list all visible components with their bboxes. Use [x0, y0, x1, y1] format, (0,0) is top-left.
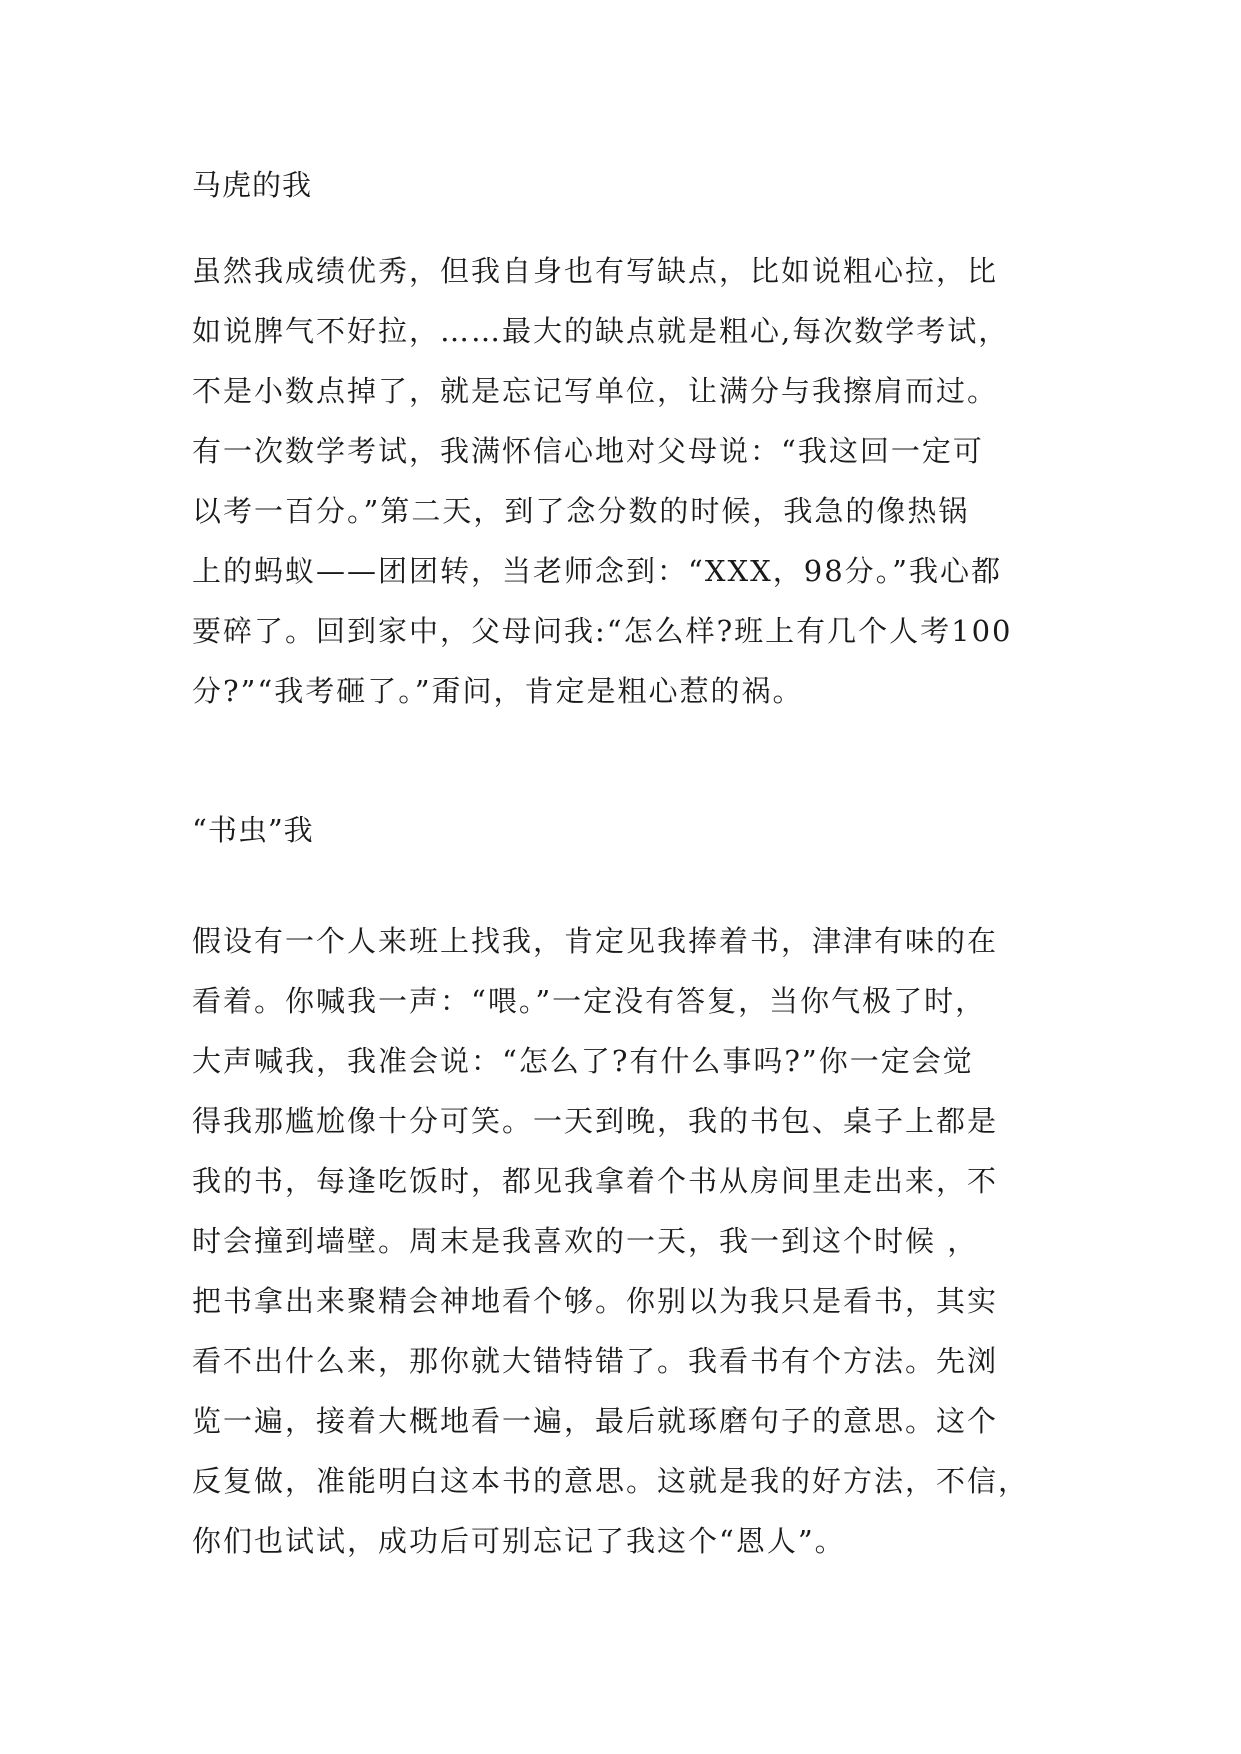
paragraph-line: 时会撞到墙壁。周末是我喜欢的一天，我一到这个时候 ，	[192, 1224, 979, 1258]
paragraph-line: 我的书，每逢吃饭时，都见我拿着个书从房间里走出来，不	[192, 1164, 999, 1198]
paragraph-careless	[192, 241, 1072, 721]
paragraph-line: 如说脾气不好拉，……最大的缺点就是粗心,每次数学考试，	[192, 314, 1010, 348]
paragraph-line: 不是小数点掉了，就是忘记写单位，让满分与我擦肩而过。	[192, 374, 999, 408]
paragraph-line: 反复做，准能明白这本书的意思。这就是我的好方法，不信，	[192, 1464, 1030, 1498]
paragraph-line: 有一次数学考试，我满怀信心地对父母说：“我这回一定可	[192, 434, 984, 468]
paragraph-line: 分?”“我考砸了。”甭问，肯定是粗心惹的祸。	[192, 674, 804, 708]
paragraph-line: 以考一百分。”第二天，到了念分数的时候，我急的像热锅	[192, 494, 970, 528]
paragraph-line: 大声喊我，我准会说：“怎么了?有什么事吗?”你一定会觉	[192, 1044, 974, 1078]
paragraph-line: 上的蚂蚁——团团转，当老师念到：“XXX，98分。”我心都	[192, 554, 1002, 588]
paragraph-line: 得我那尴尬像十分可笑。一天到晚，我的书包、桌子上都是	[192, 1104, 999, 1138]
paragraph-line: 虽然我成绩优秀，但我自身也有写缺点，比如说粗心拉，比	[192, 254, 999, 288]
section-title-bookworm: “书虫”我	[192, 813, 314, 847]
paragraph-line: 假设有一个人来班上找我，肯定见我捧着书，津津有味的在	[192, 924, 999, 958]
paragraph-line: 看不出什么来，那你就大错特错了。我看书有个方法。先浏	[192, 1344, 999, 1378]
paragraph-line: 览一遍，接着大概地看一遍，最后就琢磨句子的意思。这个	[192, 1404, 999, 1438]
paragraph-line: 你们也试试，成功后可别忘记了我这个“恩人”。	[192, 1524, 846, 1558]
section-title-careless: 马虎的我	[192, 168, 313, 202]
paragraph-line: 把书拿出来聚精会神地看个够。你别以为我只是看书，其实	[192, 1284, 999, 1318]
paragraph-bookworm	[192, 911, 1072, 1571]
paragraph-line: 看着。你喊我一声：“喂。”一定没有答复，当你气极了时，	[192, 984, 987, 1018]
paragraph-line: 要碎了。回到家中，父母问我:“怎么样?班上有几个人考100	[192, 614, 1013, 648]
